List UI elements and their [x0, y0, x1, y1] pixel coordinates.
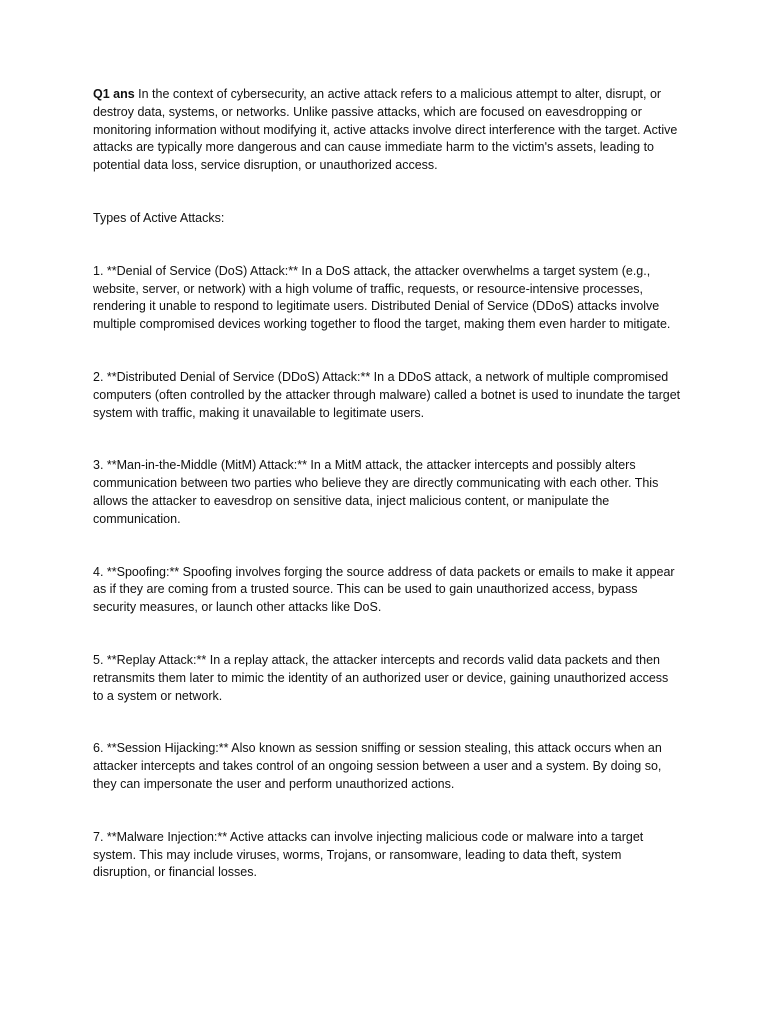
intro-text: In the context of cybersecurity, an active attack refers to a malicious attempt to alter, disrupt, or destroy data, systems, or networks. Unlike passive attacks, which are focused on eavesdropping or monitoring information without modifying it, active attacks involve direct interference with the target. Active attacks are typically more dangerous and can cause immediate harm to the victim's assets, leading to potential data loss, service disruption, or unauthorized access. — [93, 87, 678, 173]
document-page — [93, 86, 681, 917]
attack-item-malware-injection: 7. **Malware Injection:** Active attacks can involve injecting malicious code or malware into a target system. This may include viruses, worms, Trojans, or ransomware, leading to data theft, system disruption, or financial losses. — [93, 829, 644, 880]
attack-item-session-hijacking: 6. **Session Hijacking:** Also known as session sniffing or session stealing, this attack occurs when an attacker intercepts and takes control of an ongoing session between a user and a system. By doing so, they can impersonate the user and perform unauthorized actions. — [93, 741, 662, 791]
attack-item-spoofing: 4. **Spoofing:** Spoofing involves forging the source address of data packets or emails to make it appear as if they are coming from a trusted source. This can be used to gain unauthorized access, bypass security measures, or launch other attacks like DoS. — [93, 564, 675, 615]
types-heading: Types of Active Attacks: — [93, 210, 225, 225]
intro-paragraph — [93, 86, 681, 175]
attack-item-replay: 5. **Replay Attack:** In a replay attack, the attacker intercepts and records valid data packets and then retransmits them later to mimic the identity of an authorized user or device, gaining unauthorized access to a system or network. — [93, 652, 669, 703]
attack-item-mitm: 3. **Man-in-the-Middle (MitM) Attack:** In a MitM attack, the attacker intercepts and possibly alters communication between two parties who believe they are directly communicating with each other. This allows the attacker to eavesdrop on sensitive data, inject malicious content, or manipulate the communication. — [93, 458, 659, 526]
attack-item-dos: 1. **Denial of Service (DoS) Attack:** In a DoS attack, the attacker overwhelms a target system (e.g., website, server, or network) with a high volume of traffic, requests, or resource-intensive processes, rendering it unable to respond to legitimate users. Distributed Denial of Service (DDoS) attacks involve multiple compromised devices working together to flood the target, making them even harder to mitigate. — [93, 263, 671, 332]
attack-item-ddos: 2. **Distributed Denial of Service (DDoS) Attack:** In a DDoS attack, a network of multiple compromised computers (often controlled by the attacker through malware) called a botnet is used to inundate the target system with traffic, making it unavailable to legitimate users. — [93, 369, 681, 420]
answer-label: Q1 ans — [93, 87, 135, 101]
